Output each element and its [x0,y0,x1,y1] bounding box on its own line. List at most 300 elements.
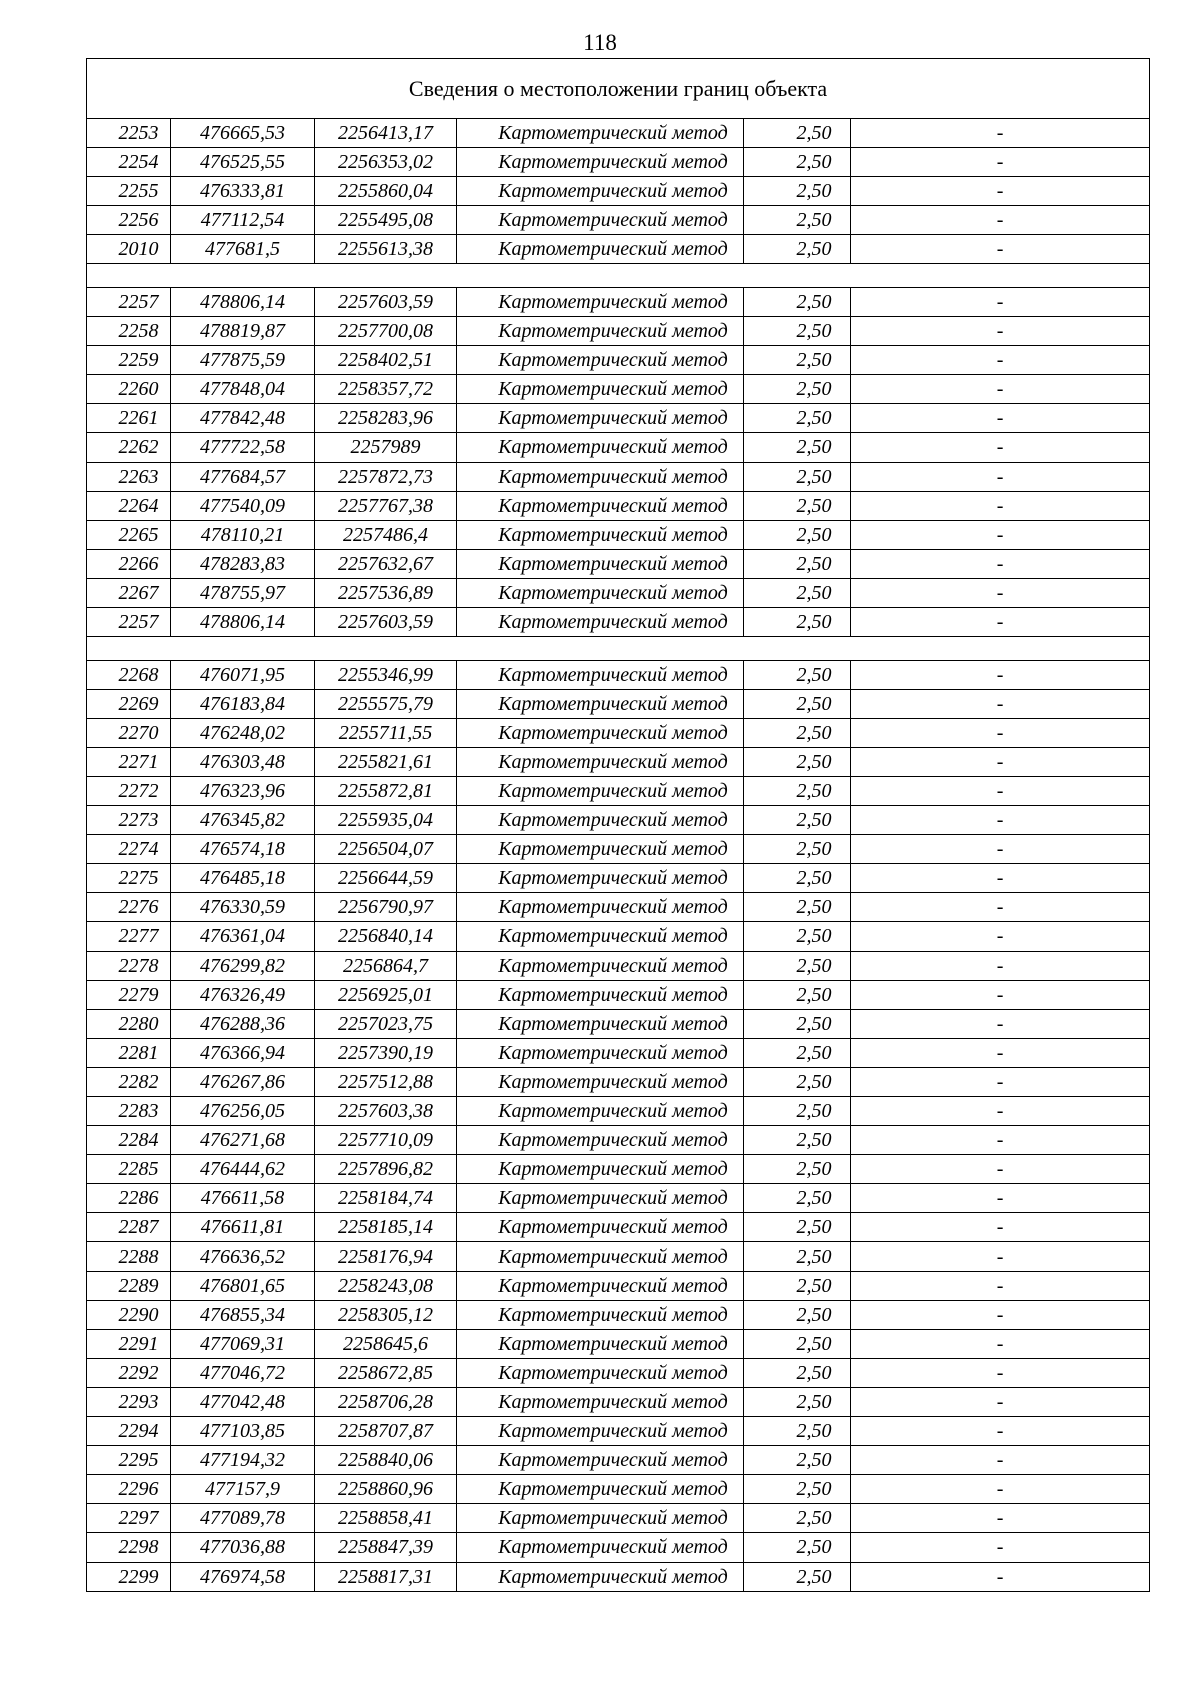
description-cell: - [851,1446,1150,1475]
method-cell: Картометрический метод [457,1038,744,1067]
accuracy-cell: 2,50 [744,1504,851,1533]
method-cell: Картометрический метод [457,287,744,316]
table-row [87,235,1150,264]
x-coordinate-cell: 476256,05 [171,1097,315,1126]
table-row [87,864,1150,893]
description-cell: - [851,177,1150,206]
description-cell: - [851,433,1150,462]
accuracy-cell: 2,50 [744,1387,851,1416]
table-row [87,433,1150,462]
accuracy-cell: 2,50 [744,1038,851,1067]
method-cell: Картометрический метод [457,864,744,893]
table-row [87,578,1150,607]
description-cell: - [851,119,1150,148]
accuracy-cell: 2,50 [744,608,851,637]
method-cell: Картометрический метод [457,462,744,491]
table-row [87,491,1150,520]
description-cell: - [851,1184,1150,1213]
x-coordinate-cell: 476326,49 [171,980,315,1009]
y-coordinate-cell: 2258706,28 [315,1387,457,1416]
method-cell: Картометрический метод [457,433,744,462]
table-row [87,747,1150,776]
method-cell: Картометрический метод [457,317,744,346]
method-cell: Картометрический метод [457,1417,744,1446]
point-number-cell: 2260 [87,375,171,404]
point-number-cell: 2270 [87,718,171,747]
accuracy-cell: 2,50 [744,1475,851,1504]
table-row [87,1446,1150,1475]
method-cell: Картометрический метод [457,148,744,177]
accuracy-cell: 2,50 [744,835,851,864]
x-coordinate-cell: 476665,53 [171,119,315,148]
accuracy-cell: 2,50 [744,1067,851,1096]
table-row [87,549,1150,578]
accuracy-cell: 2,50 [744,462,851,491]
x-coordinate-cell: 476288,36 [171,1009,315,1038]
accuracy-cell: 2,50 [744,806,851,835]
y-coordinate-cell: 2255935,04 [315,806,457,835]
description-cell: - [851,375,1150,404]
y-coordinate-cell: 2258645,6 [315,1329,457,1358]
point-number-cell: 2256 [87,206,171,235]
y-coordinate-cell: 2258817,31 [315,1562,457,1591]
y-coordinate-cell: 2255821,61 [315,747,457,776]
method-cell: Картометрический метод [457,177,744,206]
group-separator [87,264,1150,288]
description-cell: - [851,776,1150,805]
accuracy-cell: 2,50 [744,375,851,404]
method-cell: Картометрический метод [457,1562,744,1591]
point-number-cell: 2287 [87,1213,171,1242]
accuracy-cell: 2,50 [744,206,851,235]
x-coordinate-cell: 476611,58 [171,1184,315,1213]
point-number-cell: 2290 [87,1300,171,1329]
y-coordinate-cell: 2258305,12 [315,1300,457,1329]
point-number-cell: 2283 [87,1097,171,1126]
description-cell: - [851,1038,1150,1067]
table-row [87,980,1150,1009]
x-coordinate-cell: 476444,62 [171,1155,315,1184]
y-coordinate-cell: 2257700,08 [315,317,457,346]
method-cell: Картометрический метод [457,806,744,835]
table-row [87,148,1150,177]
description-cell: - [851,893,1150,922]
accuracy-cell: 2,50 [744,951,851,980]
x-coordinate-cell: 476345,82 [171,806,315,835]
point-number-cell: 2258 [87,317,171,346]
y-coordinate-cell: 2256840,14 [315,922,457,951]
x-coordinate-cell: 476485,18 [171,864,315,893]
description-cell: - [851,1242,1150,1271]
y-coordinate-cell: 2255613,38 [315,235,457,264]
description-cell: - [851,1213,1150,1242]
point-number-cell: 2284 [87,1126,171,1155]
y-coordinate-cell: 2255872,81 [315,776,457,805]
point-number-cell: 2254 [87,148,171,177]
point-number-cell: 2282 [87,1067,171,1096]
point-number-cell: 2268 [87,660,171,689]
x-coordinate-cell: 477157,9 [171,1475,315,1504]
method-cell: Картометрический метод [457,660,744,689]
x-coordinate-cell: 478755,97 [171,578,315,607]
y-coordinate-cell: 2255860,04 [315,177,457,206]
point-number-cell: 2253 [87,119,171,148]
table-row [87,1155,1150,1184]
y-coordinate-cell: 2257710,09 [315,1126,457,1155]
point-number-cell: 2281 [87,1038,171,1067]
method-cell: Картометрический метод [457,1009,744,1038]
description-cell: - [851,520,1150,549]
description-cell: - [851,404,1150,433]
x-coordinate-cell: 476333,81 [171,177,315,206]
table-row [87,287,1150,316]
description-cell: - [851,689,1150,718]
description-cell: - [851,1009,1150,1038]
point-number-cell: 2274 [87,835,171,864]
table-row [87,951,1150,980]
accuracy-cell: 2,50 [744,287,851,316]
table-row [87,1184,1150,1213]
accuracy-cell: 2,50 [744,578,851,607]
method-cell: Картометрический метод [457,835,744,864]
point-number-cell: 2298 [87,1533,171,1562]
x-coordinate-cell: 476183,84 [171,689,315,718]
method-cell: Картометрический метод [457,206,744,235]
x-coordinate-cell: 477042,48 [171,1387,315,1416]
y-coordinate-cell: 2257989 [315,433,457,462]
x-coordinate-cell: 477842,48 [171,404,315,433]
point-number-cell: 2294 [87,1417,171,1446]
accuracy-cell: 2,50 [744,433,851,462]
x-coordinate-cell: 477112,54 [171,206,315,235]
description-cell: - [851,1475,1150,1504]
method-cell: Картометрический метод [457,1300,744,1329]
point-number-cell: 2292 [87,1358,171,1387]
y-coordinate-cell: 2257023,75 [315,1009,457,1038]
x-coordinate-cell: 476855,34 [171,1300,315,1329]
point-number-cell: 2288 [87,1242,171,1271]
x-coordinate-cell: 477722,58 [171,433,315,462]
point-number-cell: 2272 [87,776,171,805]
point-number-cell: 2259 [87,346,171,375]
description-cell: - [851,549,1150,578]
table-row [87,1387,1150,1416]
accuracy-cell: 2,50 [744,148,851,177]
table-row [87,206,1150,235]
method-cell: Картометрический метод [457,922,744,951]
point-number-cell: 2257 [87,608,171,637]
description-cell: - [851,148,1150,177]
point-number-cell: 2299 [87,1562,171,1591]
accuracy-cell: 2,50 [744,1213,851,1242]
point-number-cell: 2263 [87,462,171,491]
y-coordinate-cell: 2256644,59 [315,864,457,893]
accuracy-cell: 2,50 [744,491,851,520]
y-coordinate-cell: 2258847,39 [315,1533,457,1562]
accuracy-cell: 2,50 [744,346,851,375]
x-coordinate-cell: 476366,94 [171,1038,315,1067]
table-row [87,1475,1150,1504]
accuracy-cell: 2,50 [744,747,851,776]
x-coordinate-cell: 476248,02 [171,718,315,747]
x-coordinate-cell: 476974,58 [171,1562,315,1591]
point-number-cell: 2286 [87,1184,171,1213]
x-coordinate-cell: 477194,32 [171,1446,315,1475]
accuracy-cell: 2,50 [744,1562,851,1591]
table-row [87,177,1150,206]
point-number-cell: 2261 [87,404,171,433]
x-coordinate-cell: 478110,21 [171,520,315,549]
x-coordinate-cell: 476323,96 [171,776,315,805]
method-cell: Картометрический метод [457,1358,744,1387]
y-coordinate-cell: 2258283,96 [315,404,457,433]
point-number-cell: 2285 [87,1155,171,1184]
description-cell: - [851,1126,1150,1155]
table-row [87,346,1150,375]
method-cell: Картометрический метод [457,1504,744,1533]
page-number: 118 [583,30,617,55]
y-coordinate-cell: 2258357,72 [315,375,457,404]
accuracy-cell: 2,50 [744,1184,851,1213]
point-number-cell: 2275 [87,864,171,893]
point-number-cell: 2280 [87,1009,171,1038]
x-coordinate-cell: 476303,48 [171,747,315,776]
table-row [87,893,1150,922]
table-body [87,59,1150,1592]
point-number-cell: 2271 [87,747,171,776]
y-coordinate-cell: 2255346,99 [315,660,457,689]
accuracy-cell: 2,50 [744,893,851,922]
table-row [87,1358,1150,1387]
method-cell: Картометрический метод [457,1446,744,1475]
description-cell: - [851,235,1150,264]
y-coordinate-cell: 2257767,38 [315,491,457,520]
x-coordinate-cell: 478806,14 [171,608,315,637]
description-cell: - [851,806,1150,835]
y-coordinate-cell: 2257603,38 [315,1097,457,1126]
method-cell: Картометрический метод [457,1213,744,1242]
point-number-cell: 2278 [87,951,171,980]
table-row [87,1009,1150,1038]
method-cell: Картометрический метод [457,235,744,264]
x-coordinate-cell: 476574,18 [171,835,315,864]
point-number-cell: 2276 [87,893,171,922]
table-row [87,1300,1150,1329]
accuracy-cell: 2,50 [744,1329,851,1358]
description-cell: - [851,1504,1150,1533]
table-row [87,1038,1150,1067]
y-coordinate-cell: 2258243,08 [315,1271,457,1300]
x-coordinate-cell: 477540,09 [171,491,315,520]
accuracy-cell: 2,50 [744,404,851,433]
method-cell: Картометрический метод [457,1097,744,1126]
y-coordinate-cell: 2258860,96 [315,1475,457,1504]
method-cell: Картометрический метод [457,346,744,375]
table-row [87,689,1150,718]
y-coordinate-cell: 2258185,14 [315,1213,457,1242]
accuracy-cell: 2,50 [744,1009,851,1038]
accuracy-cell: 2,50 [744,1446,851,1475]
x-coordinate-cell: 476801,65 [171,1271,315,1300]
method-cell: Картометрический метод [457,375,744,404]
table-row [87,1533,1150,1562]
table-row [87,119,1150,148]
y-coordinate-cell: 2256353,02 [315,148,457,177]
description-cell: - [851,346,1150,375]
y-coordinate-cell: 2255495,08 [315,206,457,235]
table-row [87,776,1150,805]
accuracy-cell: 2,50 [744,922,851,951]
accuracy-cell: 2,50 [744,1155,851,1184]
y-coordinate-cell: 2255575,79 [315,689,457,718]
description-cell: - [851,1562,1150,1591]
accuracy-cell: 2,50 [744,235,851,264]
accuracy-cell: 2,50 [744,1271,851,1300]
group-separator-row [87,637,1150,661]
description-cell: - [851,864,1150,893]
accuracy-cell: 2,50 [744,1533,851,1562]
accuracy-cell: 2,50 [744,776,851,805]
accuracy-cell: 2,50 [744,660,851,689]
y-coordinate-cell: 2258672,85 [315,1358,457,1387]
y-coordinate-cell: 2257632,67 [315,549,457,578]
method-cell: Картометрический метод [457,608,744,637]
table-row [87,835,1150,864]
y-coordinate-cell: 2256413,17 [315,119,457,148]
x-coordinate-cell: 478283,83 [171,549,315,578]
x-coordinate-cell: 476071,95 [171,660,315,689]
y-coordinate-cell: 2256925,01 [315,980,457,1009]
point-number-cell: 2265 [87,520,171,549]
accuracy-cell: 2,50 [744,549,851,578]
method-cell: Картометрический метод [457,1184,744,1213]
point-number-cell: 2296 [87,1475,171,1504]
point-number-cell: 2277 [87,922,171,951]
description-cell: - [851,462,1150,491]
description-cell: - [851,491,1150,520]
description-cell: - [851,1358,1150,1387]
x-coordinate-cell: 476299,82 [171,951,315,980]
x-coordinate-cell: 477046,72 [171,1358,315,1387]
point-number-cell: 2257 [87,287,171,316]
table-title: Сведения о местоположении границ объекта [87,59,1150,119]
y-coordinate-cell: 2257536,89 [315,578,457,607]
y-coordinate-cell: 2256504,07 [315,835,457,864]
point-number-cell: 2289 [87,1271,171,1300]
table-row [87,1329,1150,1358]
description-cell: - [851,608,1150,637]
description-cell: - [851,718,1150,747]
y-coordinate-cell: 2257896,82 [315,1155,457,1184]
description-cell: - [851,206,1150,235]
point-number-cell: 2269 [87,689,171,718]
table-row [87,375,1150,404]
table-row [87,317,1150,346]
method-cell: Картометрический метод [457,1242,744,1271]
table-row [87,1067,1150,1096]
description-cell: - [851,660,1150,689]
point-number-cell: 2255 [87,177,171,206]
x-coordinate-cell: 476267,86 [171,1067,315,1096]
y-coordinate-cell: 2258858,41 [315,1504,457,1533]
description-cell: - [851,835,1150,864]
table-row [87,1271,1150,1300]
point-number-cell: 2266 [87,549,171,578]
description-cell: - [851,747,1150,776]
table-row [87,404,1150,433]
x-coordinate-cell: 477681,5 [171,235,315,264]
method-cell: Картометрический метод [457,1475,744,1504]
method-cell: Картометрический метод [457,1067,744,1096]
y-coordinate-cell: 2256790,97 [315,893,457,922]
x-coordinate-cell: 477036,88 [171,1533,315,1562]
table-row [87,1504,1150,1533]
method-cell: Картометрический метод [457,1387,744,1416]
method-cell: Картометрический метод [457,549,744,578]
method-cell: Картометрический метод [457,1329,744,1358]
accuracy-cell: 2,50 [744,980,851,1009]
accuracy-cell: 2,50 [744,689,851,718]
accuracy-cell: 2,50 [744,864,851,893]
method-cell: Картометрический метод [457,980,744,1009]
table-title-row [87,59,1150,119]
method-cell: Картометрический метод [457,776,744,805]
y-coordinate-cell: 2258840,06 [315,1446,457,1475]
x-coordinate-cell: 477069,31 [171,1329,315,1358]
description-cell: - [851,1300,1150,1329]
method-cell: Картометрический метод [457,578,744,607]
point-number-cell: 2295 [87,1446,171,1475]
method-cell: Картометрический метод [457,689,744,718]
description-cell: - [851,951,1150,980]
x-coordinate-cell: 476525,55 [171,148,315,177]
point-number-cell: 2010 [87,235,171,264]
y-coordinate-cell: 2258184,74 [315,1184,457,1213]
point-number-cell: 2293 [87,1387,171,1416]
method-cell: Картометрический метод [457,404,744,433]
x-coordinate-cell: 478819,87 [171,317,315,346]
method-cell: Картометрический метод [457,119,744,148]
x-coordinate-cell: 477848,04 [171,375,315,404]
accuracy-cell: 2,50 [744,317,851,346]
y-coordinate-cell: 2257603,59 [315,608,457,637]
table-row [87,462,1150,491]
table-row [87,806,1150,835]
y-coordinate-cell: 2255711,55 [315,718,457,747]
table-row [87,1417,1150,1446]
point-number-cell: 2291 [87,1329,171,1358]
point-number-cell: 2273 [87,806,171,835]
method-cell: Картометрический метод [457,747,744,776]
description-cell: - [851,922,1150,951]
accuracy-cell: 2,50 [744,520,851,549]
x-coordinate-cell: 477089,78 [171,1504,315,1533]
y-coordinate-cell: 2257486,4 [315,520,457,549]
x-coordinate-cell: 476361,04 [171,922,315,951]
method-cell: Картометрический метод [457,520,744,549]
y-coordinate-cell: 2257872,73 [315,462,457,491]
table-row [87,718,1150,747]
y-coordinate-cell: 2258176,94 [315,1242,457,1271]
accuracy-cell: 2,50 [744,119,851,148]
method-cell: Картометрический метод [457,951,744,980]
y-coordinate-cell: 2256864,7 [315,951,457,980]
description-cell: - [851,1155,1150,1184]
description-cell: - [851,1329,1150,1358]
x-coordinate-cell: 476611,81 [171,1213,315,1242]
accuracy-cell: 2,50 [744,1417,851,1446]
method-cell: Картометрический метод [457,1126,744,1155]
